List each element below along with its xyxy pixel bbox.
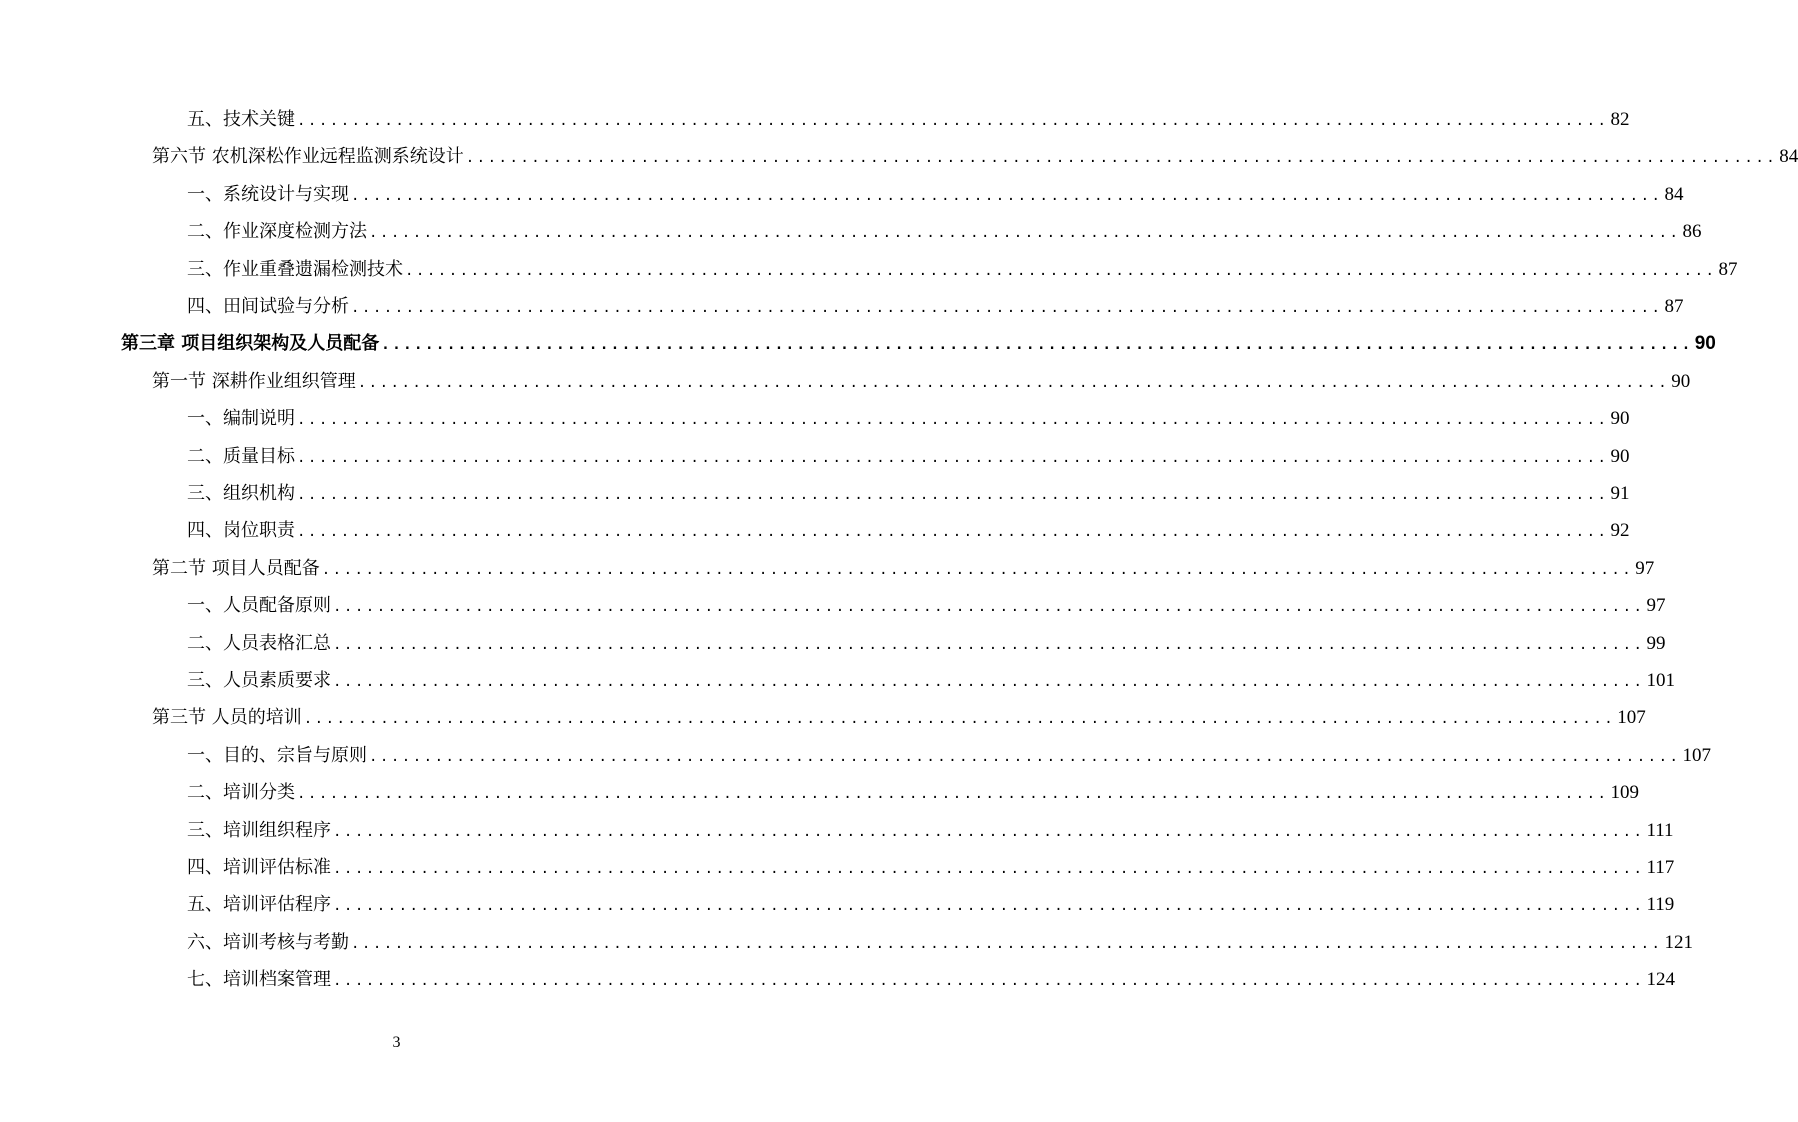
toc-entry-page: 91 xyxy=(1610,483,1630,504)
toc-entry-item[interactable] xyxy=(187,886,1675,923)
toc-entry-page: 92 xyxy=(1610,520,1630,542)
toc-entry-page: 121 xyxy=(1664,931,1693,953)
toc-entry-title: 第六节 农机深松作业远程监测系统设计 xyxy=(152,146,464,168)
toc-entry-page: 99 xyxy=(1646,632,1666,654)
toc-entry-page: 84 xyxy=(1779,146,1798,168)
toc-dot-leader: ........................................................................................................................ xyxy=(333,861,1645,877)
toc-entry-item[interactable] xyxy=(187,213,1702,250)
toc-entry-title: 四、培训评估标准 xyxy=(187,857,331,878)
toc-entry-title: 三、组织机构 xyxy=(187,483,295,504)
toc-entry-page: 124 xyxy=(1646,969,1675,991)
toc-entry-page: 107 xyxy=(1617,707,1646,729)
toc-dot-leader: ........................................................................................................................ xyxy=(333,599,1645,616)
toc-entry-page: 101 xyxy=(1646,670,1675,691)
toc-entry-title: 第三节 人员的培训 xyxy=(152,707,302,729)
toc-entry-section[interactable] xyxy=(152,138,1798,175)
toc-entry-title: 六、培训考核与考勤 xyxy=(187,931,349,953)
toc-entry-page: 109 xyxy=(1610,782,1639,804)
toc-entry-title: 二、作业深度检测方法 xyxy=(187,221,367,243)
toc-entry-title: 七、培训档案管理 xyxy=(187,969,331,991)
toc-entry-page: 90 xyxy=(1610,408,1630,430)
toc-entry-item[interactable] xyxy=(187,587,1666,624)
toc-dot-leader: ........................................................................................................................ xyxy=(297,412,1609,429)
toc-dot-leader: ........................................................................................................................ xyxy=(357,374,1670,391)
toc-entry-item[interactable] xyxy=(187,438,1630,475)
toc-entry-item[interactable] xyxy=(187,288,1684,325)
toc-entry-page: 97 xyxy=(1635,557,1655,579)
toc-entry-page: 97 xyxy=(1646,595,1666,617)
toc-entry-item[interactable] xyxy=(187,101,1630,138)
toc-dot-leader: ........................................................................................................................ xyxy=(351,300,1663,316)
toc-entry-page: 84 xyxy=(1664,183,1684,205)
toc-entry-item[interactable] xyxy=(187,812,1674,849)
toc-dot-leader: ........................................................................................................................ xyxy=(333,898,1645,915)
toc-dot-leader: ........................................................................................................................ xyxy=(333,674,1645,690)
toc-entry-title: 五、技术关键 xyxy=(187,109,295,130)
toc-entry-title: 五、培训评估程序 xyxy=(187,894,331,916)
toc-entry-title: 三、人员素质要求 xyxy=(187,670,331,691)
toc-entry-section[interactable] xyxy=(152,363,1691,400)
toc-entry-chapter[interactable] xyxy=(121,325,1716,362)
toc-entry-title: 三、培训组织程序 xyxy=(187,819,331,841)
toc-entry-title: 三、作业重叠遗漏检测技术 xyxy=(187,258,403,280)
toc-entry-page: 107 xyxy=(1682,744,1711,766)
toc-entry-page: 86 xyxy=(1682,221,1702,243)
toc-dot-leader: ........................................................................................................................ xyxy=(297,524,1609,541)
toc-entry-item[interactable] xyxy=(187,924,1693,961)
toc-dot-leader: ........................................................................................................................ xyxy=(351,187,1663,204)
toc-dot-leader: ........................................................................................................................ xyxy=(303,711,1616,728)
toc-entry-title: 四、田间试验与分析 xyxy=(187,296,349,317)
toc-dot-leader: ........................................................................................................................ xyxy=(333,636,1645,653)
toc-entry-item[interactable] xyxy=(187,176,1684,213)
toc-entry-item[interactable] xyxy=(187,849,1675,886)
toc-entry-page: 90 xyxy=(1610,445,1630,467)
toc-entry-item[interactable] xyxy=(187,774,1639,811)
toc-entry-item[interactable] xyxy=(187,961,1675,998)
toc-dot-leader: ........................................................................................................................ xyxy=(297,449,1609,466)
toc-entry-title: 二、培训分类 xyxy=(187,782,295,804)
toc-dot-leader: ........................................................................................................................ xyxy=(381,337,1693,354)
toc-entry-page: 82 xyxy=(1610,109,1630,130)
toc-dot-leader: ........................................................................................................................ xyxy=(369,225,1681,242)
toc-entry-page: 111 xyxy=(1646,819,1674,841)
toc-entry-title: 四、岗位职责 xyxy=(187,520,295,542)
toc-dot-leader: ........................................................................................................................ xyxy=(405,262,1717,279)
toc-dot-leader: ........................................................................................................................ xyxy=(333,823,1645,840)
toc-entry-title: 第一节 深耕作业组织管理 xyxy=(152,370,356,392)
toc-entry-page: 117 xyxy=(1646,857,1675,878)
toc-entry-item[interactable] xyxy=(187,475,1630,512)
toc-entry-title: 一、系统设计与实现 xyxy=(187,183,349,205)
toc-entry-item[interactable] xyxy=(187,400,1630,437)
toc-entry-title: 第二节 项目人员配备 xyxy=(152,557,320,579)
toc-entry-title: 一、人员配备原则 xyxy=(187,595,331,617)
toc-entry-title: 二、质量目标 xyxy=(187,445,295,467)
toc-entry-title: 一、目的、宗旨与原则 xyxy=(187,744,367,766)
toc-dot-leader: ........................................................................................................................ xyxy=(369,748,1681,765)
toc-dot-leader: ........................................................................................................................ xyxy=(321,561,1634,578)
toc-dot-leader: ........................................................................................................................ xyxy=(465,150,1778,167)
toc-entry-item[interactable] xyxy=(187,625,1666,662)
toc-entry-page: 119 xyxy=(1646,894,1675,916)
toc-entry-item[interactable] xyxy=(187,251,1738,288)
toc-entry-item[interactable] xyxy=(187,662,1675,699)
toc-entry-title: 一、编制说明 xyxy=(187,408,295,430)
toc-dot-leader: ........................................................................................................................ xyxy=(297,487,1609,503)
toc-dot-leader: ........................................................................................................................ xyxy=(333,973,1645,990)
toc-entry-item[interactable] xyxy=(187,512,1630,549)
toc-dot-leader: ........................................................................................................................ xyxy=(297,113,1609,129)
toc-entry-title: 第三章 项目组织架构及人员配备 xyxy=(121,333,380,355)
toc-entry-page: 87 xyxy=(1664,296,1684,317)
toc-dot-leader: ........................................................................................................................ xyxy=(297,786,1609,803)
toc-entry-page: 87 xyxy=(1718,258,1738,280)
toc-dot-leader: ........................................................................................................................ xyxy=(351,935,1663,952)
page-number: 3 xyxy=(392,1034,401,1051)
toc-entry-section[interactable] xyxy=(152,699,1646,736)
toc-entry-page: 90 xyxy=(1671,370,1691,392)
toc-entry-section[interactable] xyxy=(152,550,1655,587)
toc-entry-title: 二、人员表格汇总 xyxy=(187,632,331,654)
toc-entry-page: 90 xyxy=(1694,333,1716,355)
toc-entry-item[interactable] xyxy=(187,737,1711,774)
